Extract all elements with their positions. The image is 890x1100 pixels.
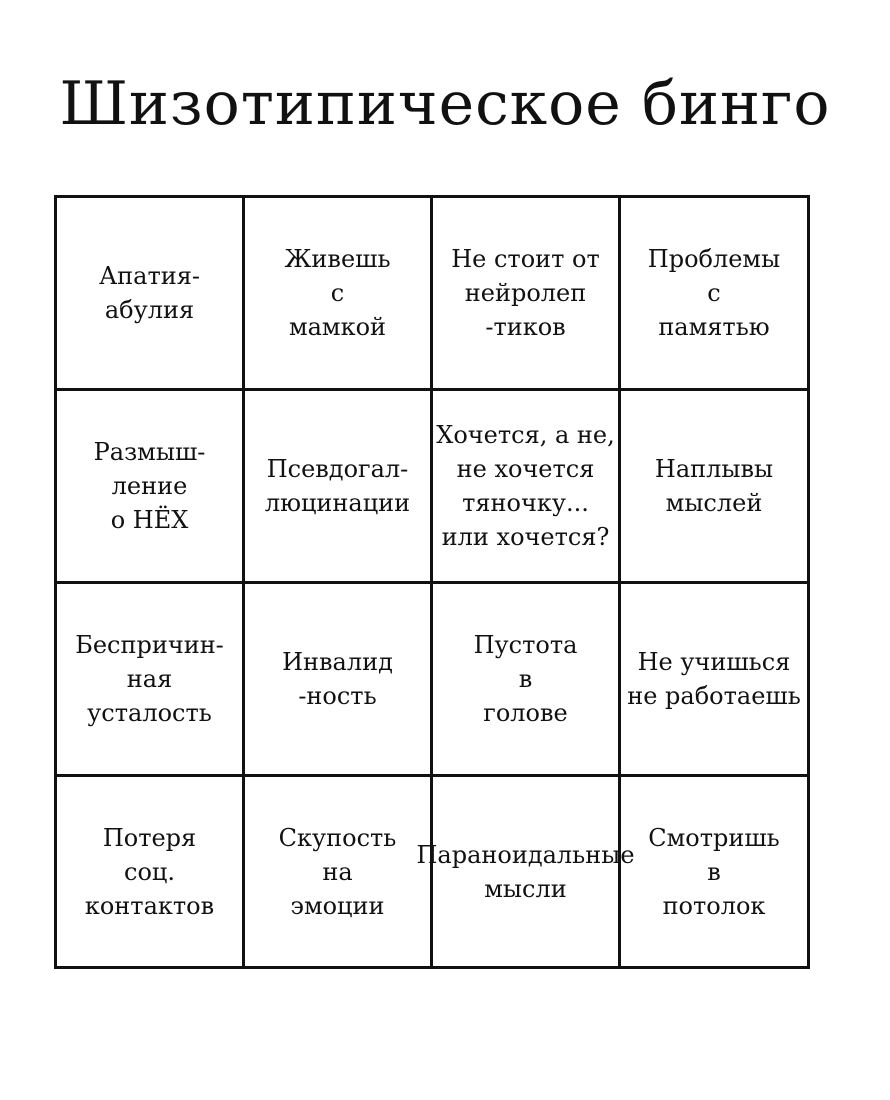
bingo-cell-6: Псевдогал- люцинации [245,391,433,584]
bingo-cell-4: Проблемы с памятью [621,198,810,391]
bingo-cell-5: Размыш- ление о НЁХ [57,391,245,584]
bingo-cell-14: Скупость на эмоции [245,777,433,969]
bingo-cell-12: Не учишься не работаешь [621,584,810,777]
bingo-cell-10: Инвалид -ность [245,584,433,777]
page-title: Шизотипическое бинго [59,69,831,139]
bingo-cell-13: Потеря соц. контактов [57,777,245,969]
bingo-grid [54,195,810,969]
bingo-cell-1: Апатия- абулия [57,198,245,391]
bingo-cell-2: Живешь с мамкой [245,198,433,391]
bingo-cell-15: Параноидальные мысли [433,777,621,969]
bingo-cell-9: Беспричин- ная усталость [57,584,245,777]
bingo-cell-8: Наплывы мыслей [621,391,810,584]
bingo-cell-3: Не стоит от нейролеп -тиков [433,198,621,391]
bingo-cell-16: Смотришь в потолок [621,777,810,969]
bingo-cell-11: Пустота в голове [433,584,621,777]
bingo-cell-7: Хочется, а не, не хочется тяночку... или хочется? [433,391,621,584]
